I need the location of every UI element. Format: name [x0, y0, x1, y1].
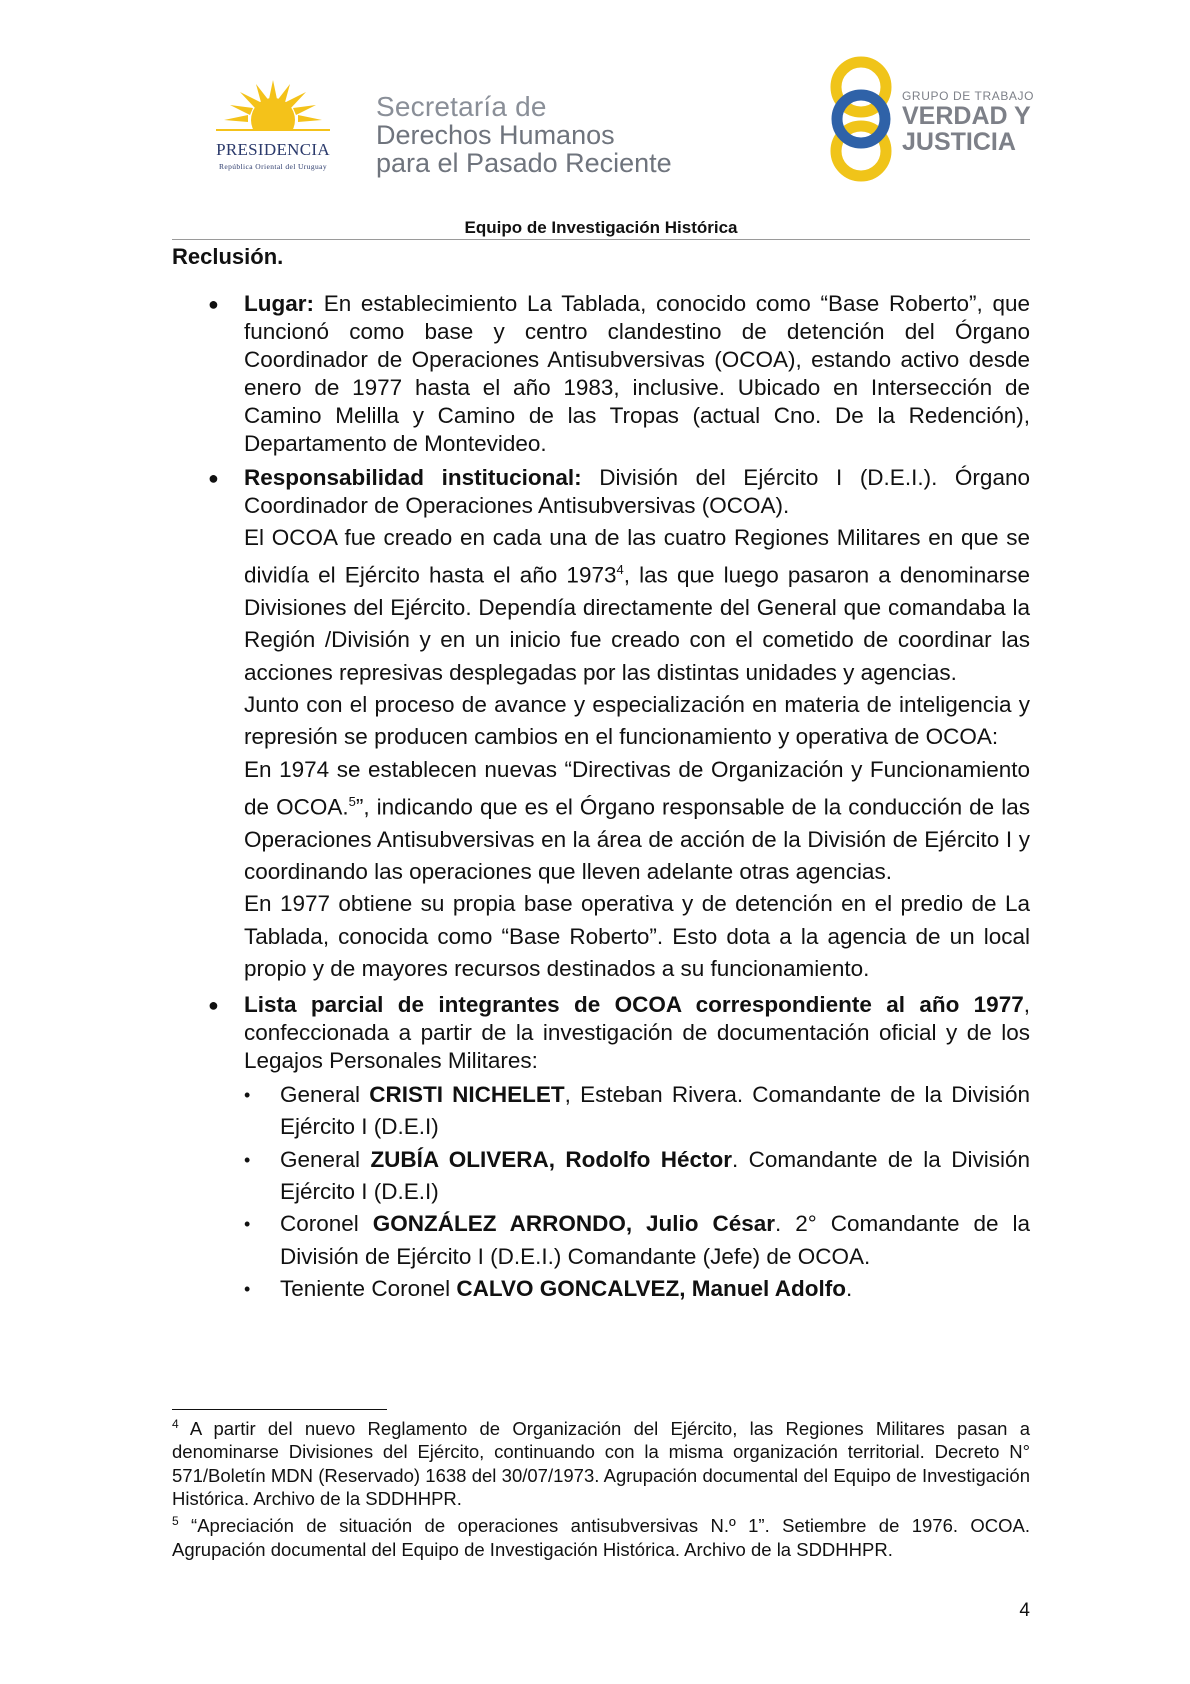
member-name: ZUBÍA OLIVERA, Rodolfo Héctor	[370, 1146, 733, 1172]
member-detail: . Comandante de la División Ejército I (D.E.I)	[280, 1146, 1030, 1205]
presidencia-name: PRESIDENCIA	[216, 140, 330, 159]
footnote-number: 4	[172, 1417, 179, 1431]
ocoa-paragraph-2: Junto con el proceso de avance y especialización en materia de inteligencia y represión se producen cambios en el funcionamiento y operativa de OCOA:	[244, 691, 1030, 750]
ocoa-paragraph-1a: El OCOA fue creado en cada una de las cuatro Regiones Militares en que se dividía el Ejército hasta el año 1973	[244, 525, 1030, 588]
presidencia-logo	[198, 78, 348, 178]
member-detail: . 2° Comandante de la División de Ejército I (D.E.I.) Comandante (Jefe) de OCOA.	[280, 1211, 1030, 1269]
member-item	[244, 1079, 1030, 1144]
footnote-divider	[172, 1409, 387, 1410]
secretaria-logo-text	[376, 92, 706, 177]
footnote-4	[172, 1413, 1030, 1510]
footnote-text: A partir del nuevo Reglamento de Organización del Ejército, las Regiones Militares pasan a denominarse Divisiones del Ejército, continuando con la misma organización territorial. Decreto N° 571/Boletín MDN (Reservado) 1638 del 30/07/1973. Agrupación documental del Equipo de Investigación Histórica. Archivo de la SDDHHPR.	[172, 1418, 1030, 1510]
footnote-number: 5	[172, 1514, 179, 1529]
lugar-text: En establecimiento La Tablada, conocido como “Base Roberto”, que funcionó como base y centro clandestino de detención del Órgano Coordinador de Operaciones Antisubversivas (OCOA), estando activo desde enero de 1977 hasta el año 1983, inclusive. Ubicado en Intersección de Camino Melilla y Camino de las Tropas (actual Cno. De la Redención), Departamento de Montevideo.	[244, 291, 1030, 456]
member-rank: Coronel	[280, 1211, 373, 1237]
member-name: CALVO GONCALVEZ, Manuel Adolfo	[456, 1275, 846, 1301]
bullet-list	[172, 290, 1030, 1305]
ocoa-paragraph-3a: En 1974 se establecen nuevas “Directivas de Organización y Funcionamiento de OCOA.	[244, 756, 1030, 820]
footnote-ref-4[interactable]: 4	[616, 562, 624, 578]
team-name: Equipo de Investigación Histórica	[464, 218, 738, 237]
bullet-icon: ●	[208, 468, 219, 488]
footnote-text: “Apreciación de situación de operaciones antisubversivas N.º 1”. Setiembre de 1976. OCOA. Agrupación documental del Equipo de Investigación Histórica. Archivo de la SDDHHPR.	[172, 1515, 1030, 1560]
lista-label: Lista parcial de integrantes de OCOA correspondiente al año 1977	[244, 992, 1024, 1018]
page-header	[0, 0, 1190, 210]
member-name: GONZÁLEZ ARRONDO, Julio César	[372, 1211, 776, 1237]
bullet-icon: ●	[208, 294, 219, 314]
responsabilidad-label: Responsabilidad institucional:	[244, 465, 582, 490]
secretaria-line-3: para el Pasado Reciente	[376, 148, 672, 178]
linked-rings-icon	[826, 55, 896, 185]
sub-bullet-icon: •	[244, 1278, 251, 1299]
responsabilidad-text: División del Ejército I (D.E.I.). Órgano Coordinador de Operaciones Antisubversivas (OCOA).	[244, 465, 1030, 518]
member-rank: Teniente Coronel	[280, 1275, 457, 1301]
presidencia-subtitle: República Oriental del Uruguay	[218, 162, 327, 171]
grupo-label: GRUPO DE TRABAJO	[902, 89, 1035, 103]
verdad-label: VERDAD Y	[902, 102, 1031, 130]
page-number: 4	[1019, 1600, 1030, 1621]
member-item	[244, 1208, 1030, 1273]
justicia-label: JUSTICIA	[902, 128, 1016, 156]
member-name: CRISTI NICHELET	[369, 1082, 565, 1108]
verdad-justicia-logo	[826, 55, 1056, 185]
sun-icon	[198, 78, 348, 140]
section-heading: Reclusión.	[172, 244, 284, 269]
lista-text: , confeccionada a partir de la investigación de documentación oficial y de los Legajos Personales Militares:	[244, 992, 1030, 1074]
secretaria-line-2: Derechos Humanos	[376, 120, 615, 150]
member-rank: General	[280, 1146, 371, 1172]
member-rank: General	[280, 1082, 370, 1108]
member-item	[244, 1273, 1030, 1305]
secretaria-line-1: Secretaría de	[376, 91, 547, 122]
member-item	[244, 1144, 1030, 1209]
member-detail: , Esteban Rivera. Comandante de la División Ejército I (D.E.I)	[280, 1082, 1030, 1140]
ocoa-paragraph-4: En 1977 obtiene su propia base operativa y de detención en el predio de La Tablada, conocida como “Base Roberto”. Esto dota a la agencia de un local propio y de mayores recursos destinados a su funcionamiento.	[244, 891, 1030, 981]
list-item-responsabilidad	[172, 464, 1030, 985]
list-item-lista	[172, 991, 1030, 1305]
members-list	[244, 1079, 1030, 1305]
bullet-icon: ●	[208, 995, 219, 1016]
footnotes	[172, 1413, 1030, 1561]
main-content	[172, 240, 1030, 1311]
list-item-lugar	[172, 290, 1030, 458]
ocoa-paragraph-3b: ”, indicando que es el Órgano responsable de la conducción de las Operaciones Antisubversivas en la área de acción de la División de Ejército I y coordinando las operaciones que lleven adelante otras agencias.	[244, 794, 1030, 884]
footnote-ref-5[interactable]: 5	[348, 793, 356, 809]
footnote-5	[172, 1510, 1030, 1561]
sub-bullet-icon: •	[244, 1149, 251, 1170]
lugar-label: Lugar:	[244, 291, 314, 316]
sub-bullet-icon: •	[244, 1214, 251, 1235]
sub-bullet-icon: •	[244, 1085, 251, 1106]
ocoa-paragraph-1b: , las que luego pasaron a denominarse Divisiones del Ejército. Dependía directamente del General que comandaba la Región /División y en un inicio fue creado con el cometido de coordinar las acciones represivas desplegadas por las distintas unidades y agencias.	[244, 562, 1031, 685]
member-detail: .	[845, 1275, 853, 1301]
